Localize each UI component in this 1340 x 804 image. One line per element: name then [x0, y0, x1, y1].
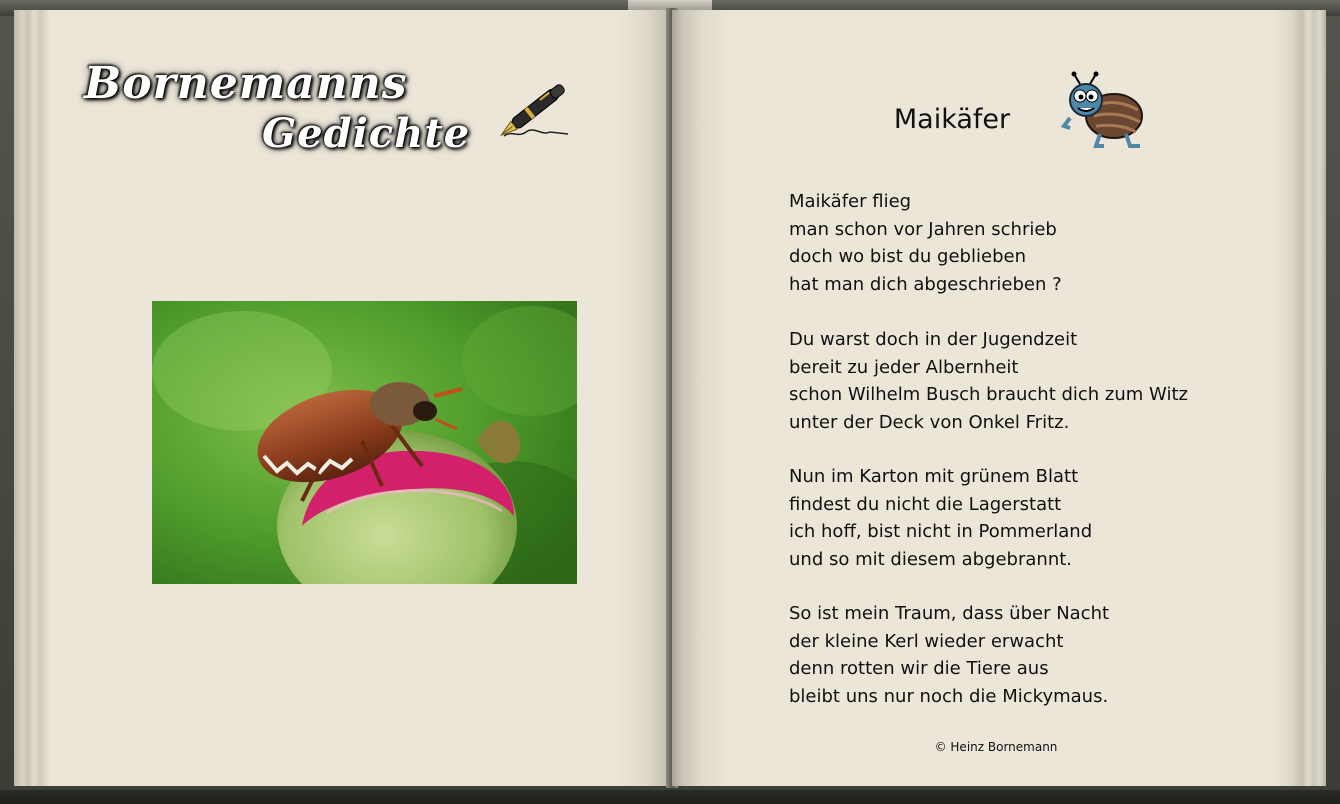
poem-line: und so mit diesem abgebrannt. [789, 548, 1073, 570]
site-title-line2: Gedichte [262, 110, 471, 157]
poem-line: schon Wilhelm Busch braucht dich zum Witz [789, 384, 1188, 405]
poem-stanza-3 [789, 463, 1092, 573]
poem-line: hat man dich abgeschrieben ? [789, 273, 1062, 295]
poem-line: doch wo bist du geblieben [789, 246, 1026, 267]
poem-stanza-2 [789, 326, 1188, 436]
poem-stanza-4 [789, 600, 1109, 710]
poem-line: Du warst doch in der Jugendzeit [789, 329, 1078, 350]
poem-line: der kleine Kerl wieder erwacht [789, 630, 1064, 652]
fountain-pen-icon [498, 74, 580, 140]
cartoon-beetle-icon [1060, 70, 1152, 150]
poem-line: ich hoff, bist nicht in Pommerland [789, 521, 1093, 542]
poem-line: Maikäfer flieg [789, 191, 912, 212]
poem-line: bleibt uns nur noch die Mickymaus. [789, 685, 1109, 707]
cockchafer-photo [152, 301, 577, 584]
book-cover-bottom [0, 790, 1340, 804]
poem-line: man schon vor Jahren schrieb [789, 218, 1057, 240]
poem-stanza-1 [789, 188, 1062, 298]
poem-line: denn rotten wir die Tiere aus [789, 658, 1049, 679]
copyright-notice: © Heinz Bornemann [934, 740, 1058, 754]
site-title-line1: Bornemanns [84, 58, 408, 109]
poem-title: Maikäfer [893, 104, 1011, 135]
poem-line: findest du nicht die Lagerstatt [789, 493, 1062, 515]
poem-line: Nun im Karton mit grünem Blatt [789, 466, 1079, 487]
poem-line: unter der Deck von Onkel Fritz. [789, 411, 1070, 433]
poem-line: So ist mein Traum, dass über Nacht [789, 603, 1110, 624]
poem-line: bereit zu jeder Albernheit [789, 356, 1019, 378]
